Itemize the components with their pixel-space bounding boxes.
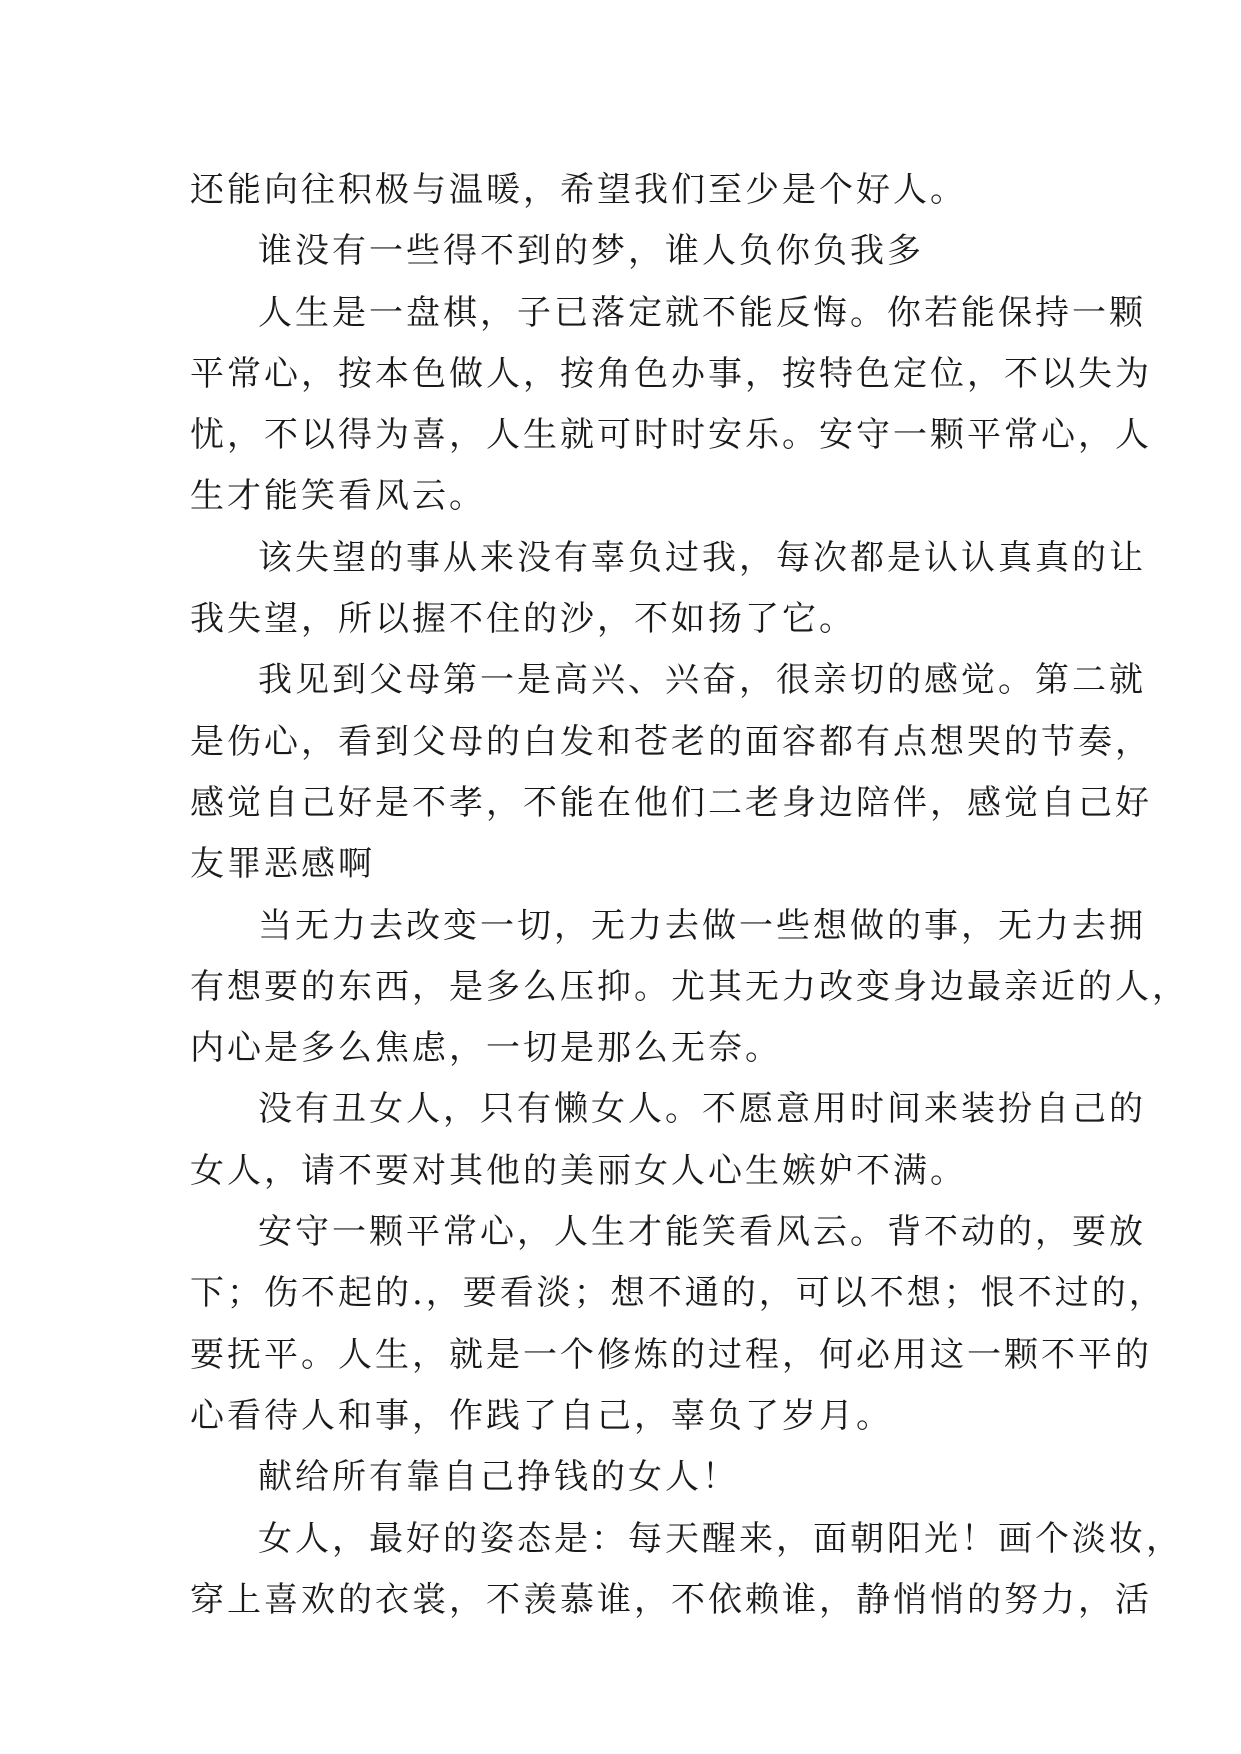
text-line: 要抚平。人生，就是一个修炼的过程，何必用这一颗不平的 [190,1334,1152,1375]
text-line: 心看待人和事，作践了自己，辜负了岁月。 [190,1395,893,1436]
text-line: 女人，请不要对其他的美丽女人心生嫉妒不满。 [190,1150,967,1191]
text-line: 女人，最好的姿态是：每天醒来，面朝阳光！画个淡妆， [258,1518,1183,1559]
text-line: 没有丑女人，只有懒女人。不愿意用时间来装扮自己的 [258,1089,1146,1130]
text-line: 当无力去改变一切，无力去做一些想做的事，无力去拥 [258,905,1146,946]
text-line: 忧，不以得为喜，人生就可时时安乐。安守一颗平常心，人 [190,415,1152,456]
text-line: 是伤心，看到父母的白发和苍老的面容都有点想哭的节奏， [190,721,1152,762]
text-line: 谁没有一些得不到的梦，谁人负你负我多 [258,231,924,272]
text-line: 穿上喜欢的衣裳，不羡慕谁，不依赖谁，静悄悄的努力，活 [190,1579,1152,1620]
text-line: 有想要的东西，是多么压抑。尤其无力改变身边最亲近的人， [190,966,1189,1007]
text-line: 该失望的事从来没有辜负过我，每次都是认认真真的让 [258,537,1146,578]
text-line: 感觉自己好是不孝，不能在他们二老身边陪伴，感觉自己好 [190,782,1152,823]
text-line: 友罪恶感啊 [190,844,375,885]
text-line: 人生是一盘棋，子已落定就不能反悔。你若能保持一颗 [258,292,1146,333]
text-line: 平常心，按本色做人，按角色办事，按特色定位，不以失为 [190,353,1152,394]
document-body [190,160,1189,1631]
text-line: 还能向往积极与温暖，希望我们至少是个好人。 [190,170,967,210]
text-line: 安守一颗平常心，人生才能笑看风云。背不动的，要放 [258,1212,1146,1253]
text-line: 下；伤不起的.，要看淡；想不通的，可以不想；恨不过的， [190,1273,1166,1314]
text-line: 我见到父母第一是高兴、兴奋，很亲切的感觉。第二就 [258,660,1146,701]
text-line: 生才能笑看风云。 [190,476,486,517]
text-line: 我失望，所以握不住的沙，不如扬了它。 [190,599,856,640]
text-line: 献给所有靠自己挣钱的女人！ [258,1457,739,1498]
text-line: 内心是多么焦虑，一切是那么无奈。 [190,1028,782,1069]
